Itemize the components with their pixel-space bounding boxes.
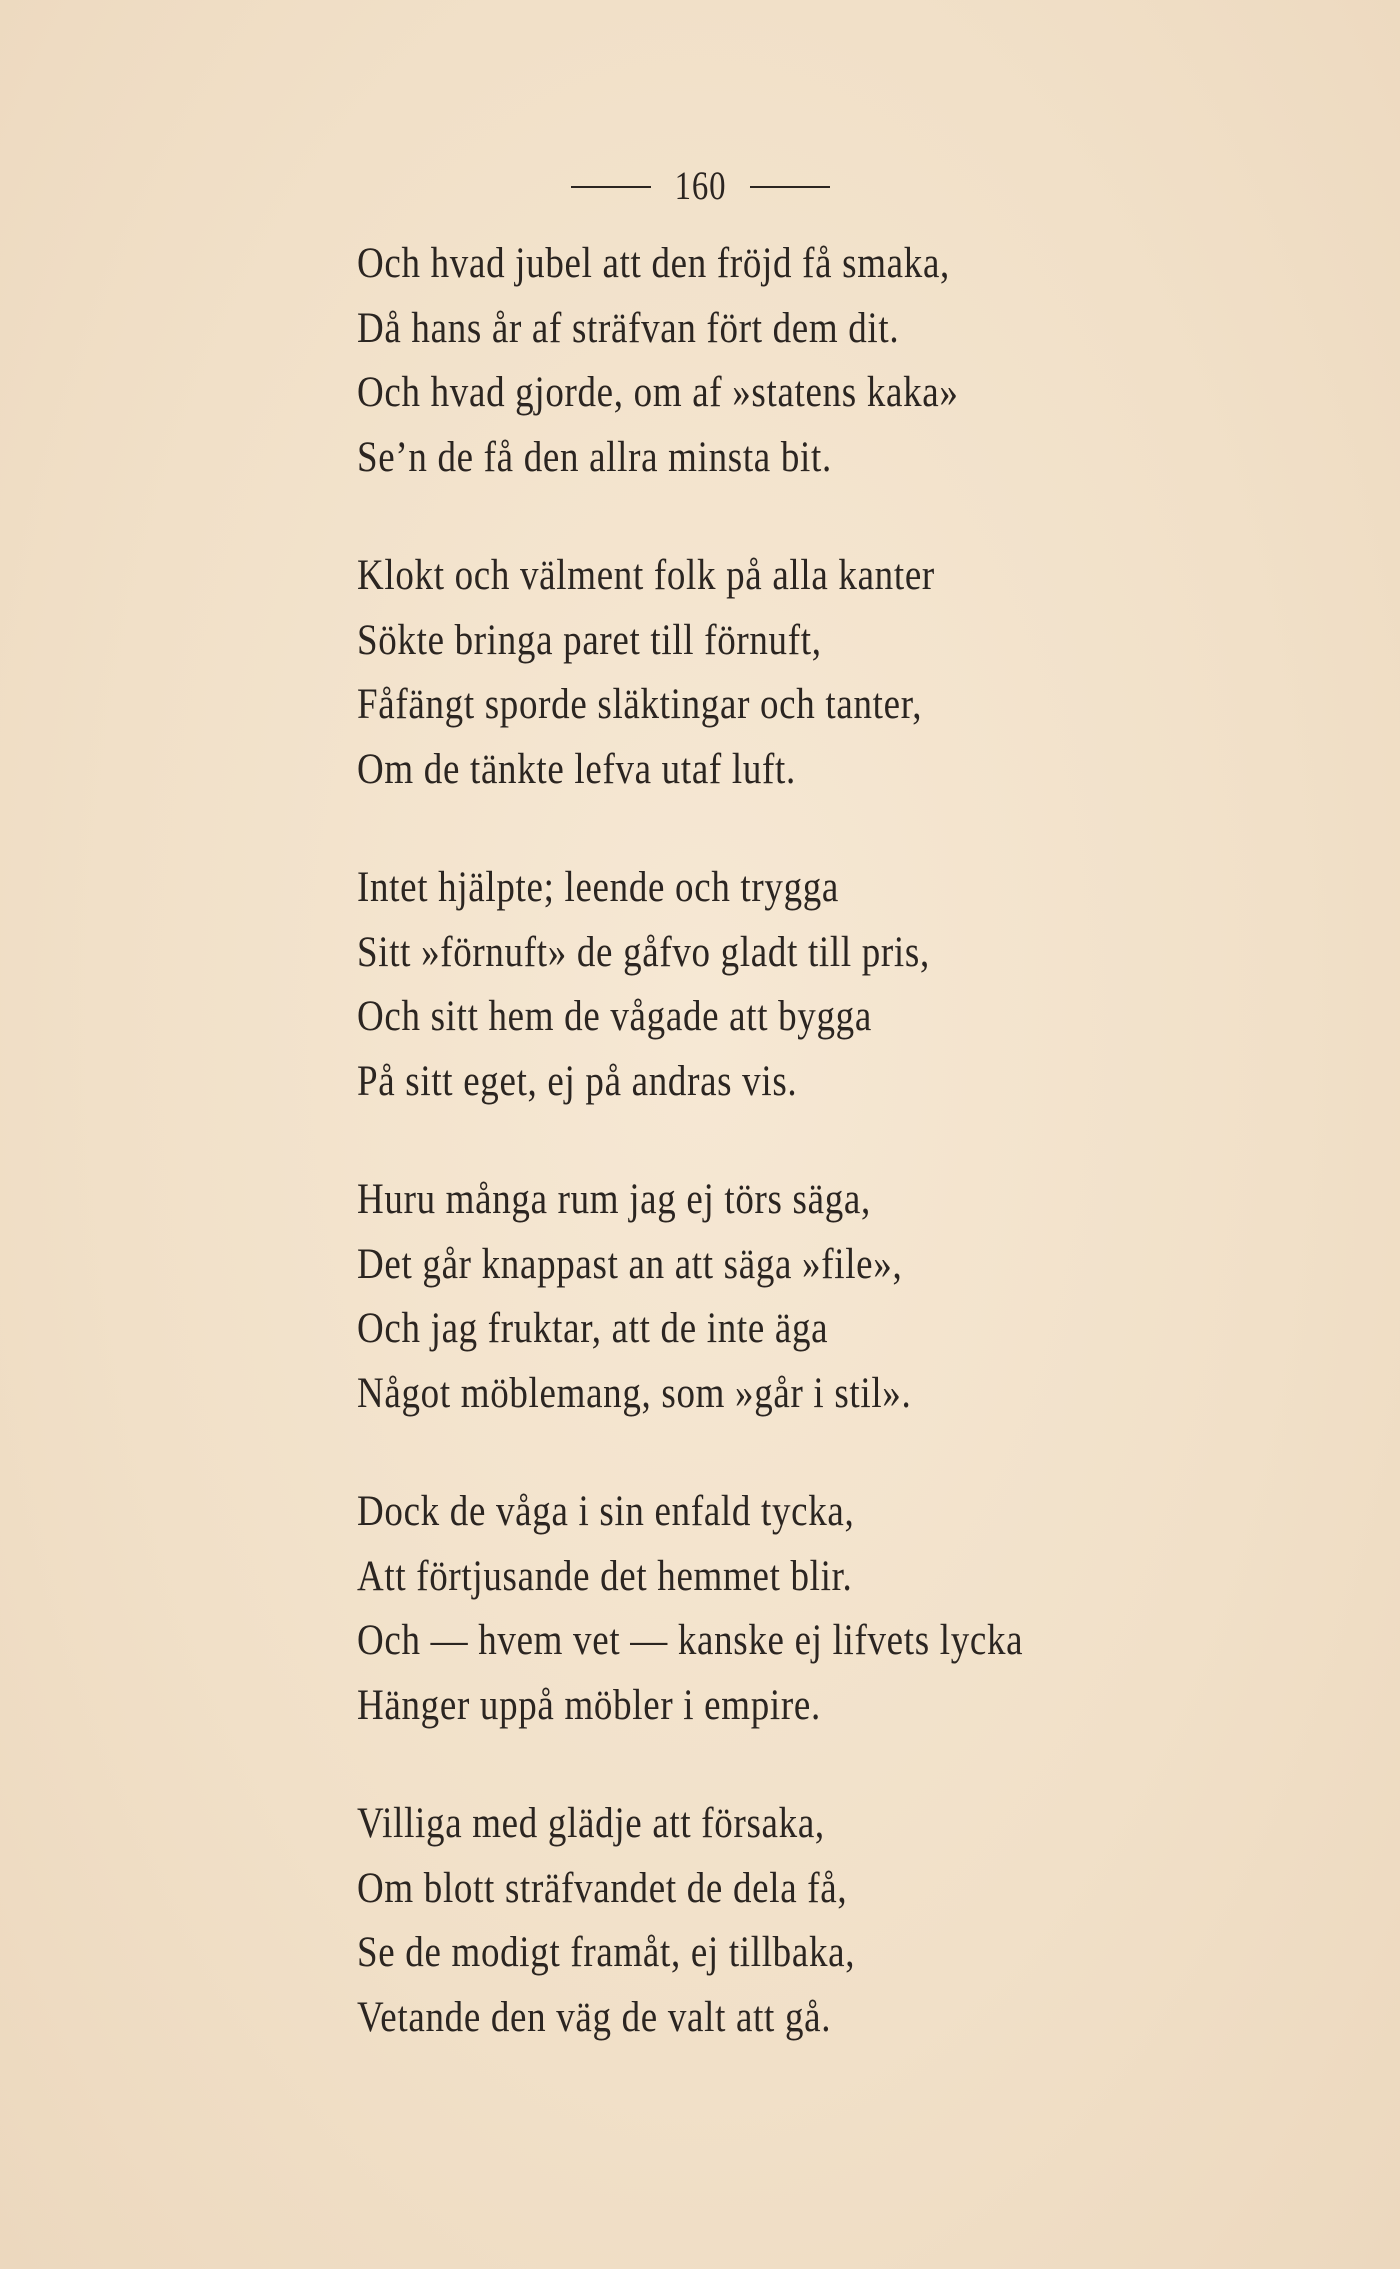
poem-line: Huru många rum jag ej törs säga, bbox=[357, 1176, 871, 1223]
header-rule-right bbox=[750, 186, 830, 188]
stanza bbox=[357, 232, 1337, 490]
poem-line: Och jag fruktar, att de inte äga bbox=[357, 1305, 829, 1352]
page-header bbox=[0, 158, 1400, 212]
stanza bbox=[357, 856, 1337, 1114]
poem-line: Se’n de få den allra minsta bit. bbox=[357, 433, 832, 481]
poem-line: Sökte bringa paret till förnuft, bbox=[357, 616, 822, 664]
poem-line: Om de tänkte lefva utaf luft. bbox=[357, 745, 796, 793]
poem-line: Hänger uppå möbler i empire. bbox=[357, 1681, 821, 1729]
poem-line: Och hvad jubel att den fröjd få smaka, bbox=[357, 240, 950, 287]
poem-line: Och hvad gjorde, om af »statens kaka» bbox=[357, 369, 959, 416]
poem-line: Då hans år af sträfvan fört dem dit. bbox=[357, 304, 900, 352]
poem-line: Villiga med glädje att försaka, bbox=[357, 1800, 825, 1847]
stanza bbox=[357, 1792, 1337, 2050]
poem bbox=[357, 232, 1337, 2104]
poem-line: Se de modigt framåt, ej tillbaka, bbox=[357, 1929, 856, 1976]
poem-line: Klokt och välment folk på alla kanter bbox=[357, 552, 935, 599]
header-rule-left bbox=[571, 186, 651, 188]
poem-line: Och sitt hem de vågade att bygga bbox=[357, 993, 872, 1040]
stanza bbox=[357, 1168, 1337, 1426]
poem-line: På sitt eget, ej på andras vis. bbox=[357, 1057, 798, 1105]
poem-line: Intet hjälpte; leende och trygga bbox=[357, 864, 840, 911]
poem-line: Dock de våga i sin enfald tycka, bbox=[357, 1488, 855, 1535]
page-number: 160 bbox=[674, 162, 726, 208]
poem-line: Något möblemang, som »går i stil». bbox=[357, 1369, 912, 1417]
poem-line: Och — hvem vet — kanske ej lifvets lycka bbox=[357, 1617, 1024, 1664]
poem-line: Det går knappast an att säga »file», bbox=[357, 1240, 903, 1288]
poem-line: Vetande den väg de valt att gå. bbox=[357, 1993, 832, 2041]
stanza bbox=[357, 544, 1337, 802]
poem-line: Sitt »förnuft» de gåfvo gladt till pris, bbox=[357, 928, 930, 976]
poem-line: Fåfängt sporde släktingar och tanter, bbox=[357, 681, 923, 728]
poem-line: Att förtjusande det hemmet blir. bbox=[357, 1552, 853, 1600]
stanza bbox=[357, 1480, 1337, 1738]
poem-line: Om blott sträfvandet de dela få, bbox=[357, 1864, 848, 1912]
